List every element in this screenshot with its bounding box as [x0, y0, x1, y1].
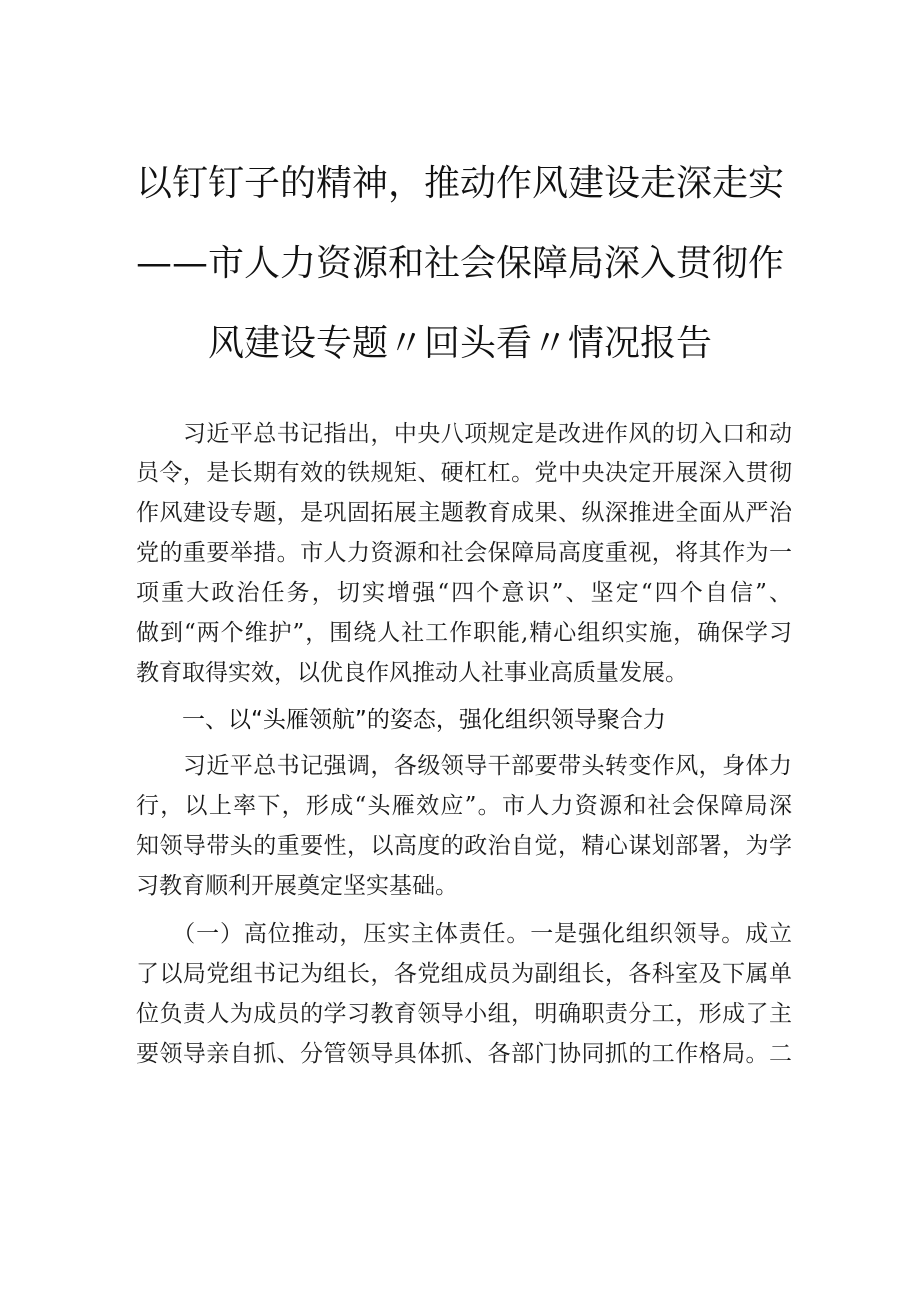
- paragraph-2-line: 习教育顺利开展奠定坚实基础。: [136, 873, 458, 899]
- title-line-2: ——市人力资源和社会保障局深入贯彻作: [135, 243, 784, 284]
- section-1-heading: 一、以“头雁领航”的姿态，强化组织领导聚合力: [182, 707, 666, 733]
- paragraph-2-line: 知领导带头的重要性，以高度的政治自觉，精心谋划部署，为学: [136, 833, 792, 859]
- paragraph-1-line: 党的重要举措。市人力资源和社会保障局高度重视，将其作为一: [136, 540, 792, 566]
- paragraph-3-line: （一）高位推动，压实主体责任。一是强化组织领导。成立: [136, 921, 792, 947]
- title-line-3: 风建设专题〃回头看〃情况报告: [207, 323, 712, 364]
- paragraph-1-line: 习近平总书记指出，中央八项规定是改进作风的切入口和动: [136, 421, 792, 447]
- paragraph-1-line: 作风建设专题，是巩固拓展主题教育成果、纵深推进全面从严治: [136, 500, 792, 526]
- paragraph-1-line: 教育取得实效，以优良作风推动人社事业高质量发展。: [136, 660, 688, 686]
- paragraph-1-line: 员令，是长期有效的铁规矩、硬杠杠。党中央决定开展深入贯彻: [136, 460, 792, 486]
- title-line-1: 以钉钉子的精神，推动作风建设走深走实: [135, 163, 784, 204]
- paragraph-3-line: 位负责人为成员的学习教育领导小组，明确职责分工，形成了主: [136, 1001, 792, 1027]
- paragraph-2-line: 习近平总书记强调，各级领导干部要带头转变作风，身体力: [136, 753, 792, 779]
- paragraph-1-line: 项重大政治任务，切实增强“四个意识”、坚定“四个自信”、: [136, 580, 792, 606]
- paragraph-3-line: 了以局党组书记为组长，各党组成员为副组长，各科室及下属单: [136, 961, 792, 987]
- paragraph-2-line: 行，以上率下，形成“头雁效应”。市人力资源和社会保障局深: [136, 793, 792, 819]
- paragraph-1-line: 做到“两个维护”，围绕人社工作职能,精心组织实施，确保学习: [136, 620, 792, 646]
- paragraph-3-line: 要领导亲自抓、分管领导具体抓、各部门协同抓的工作格局。二: [136, 1041, 792, 1067]
